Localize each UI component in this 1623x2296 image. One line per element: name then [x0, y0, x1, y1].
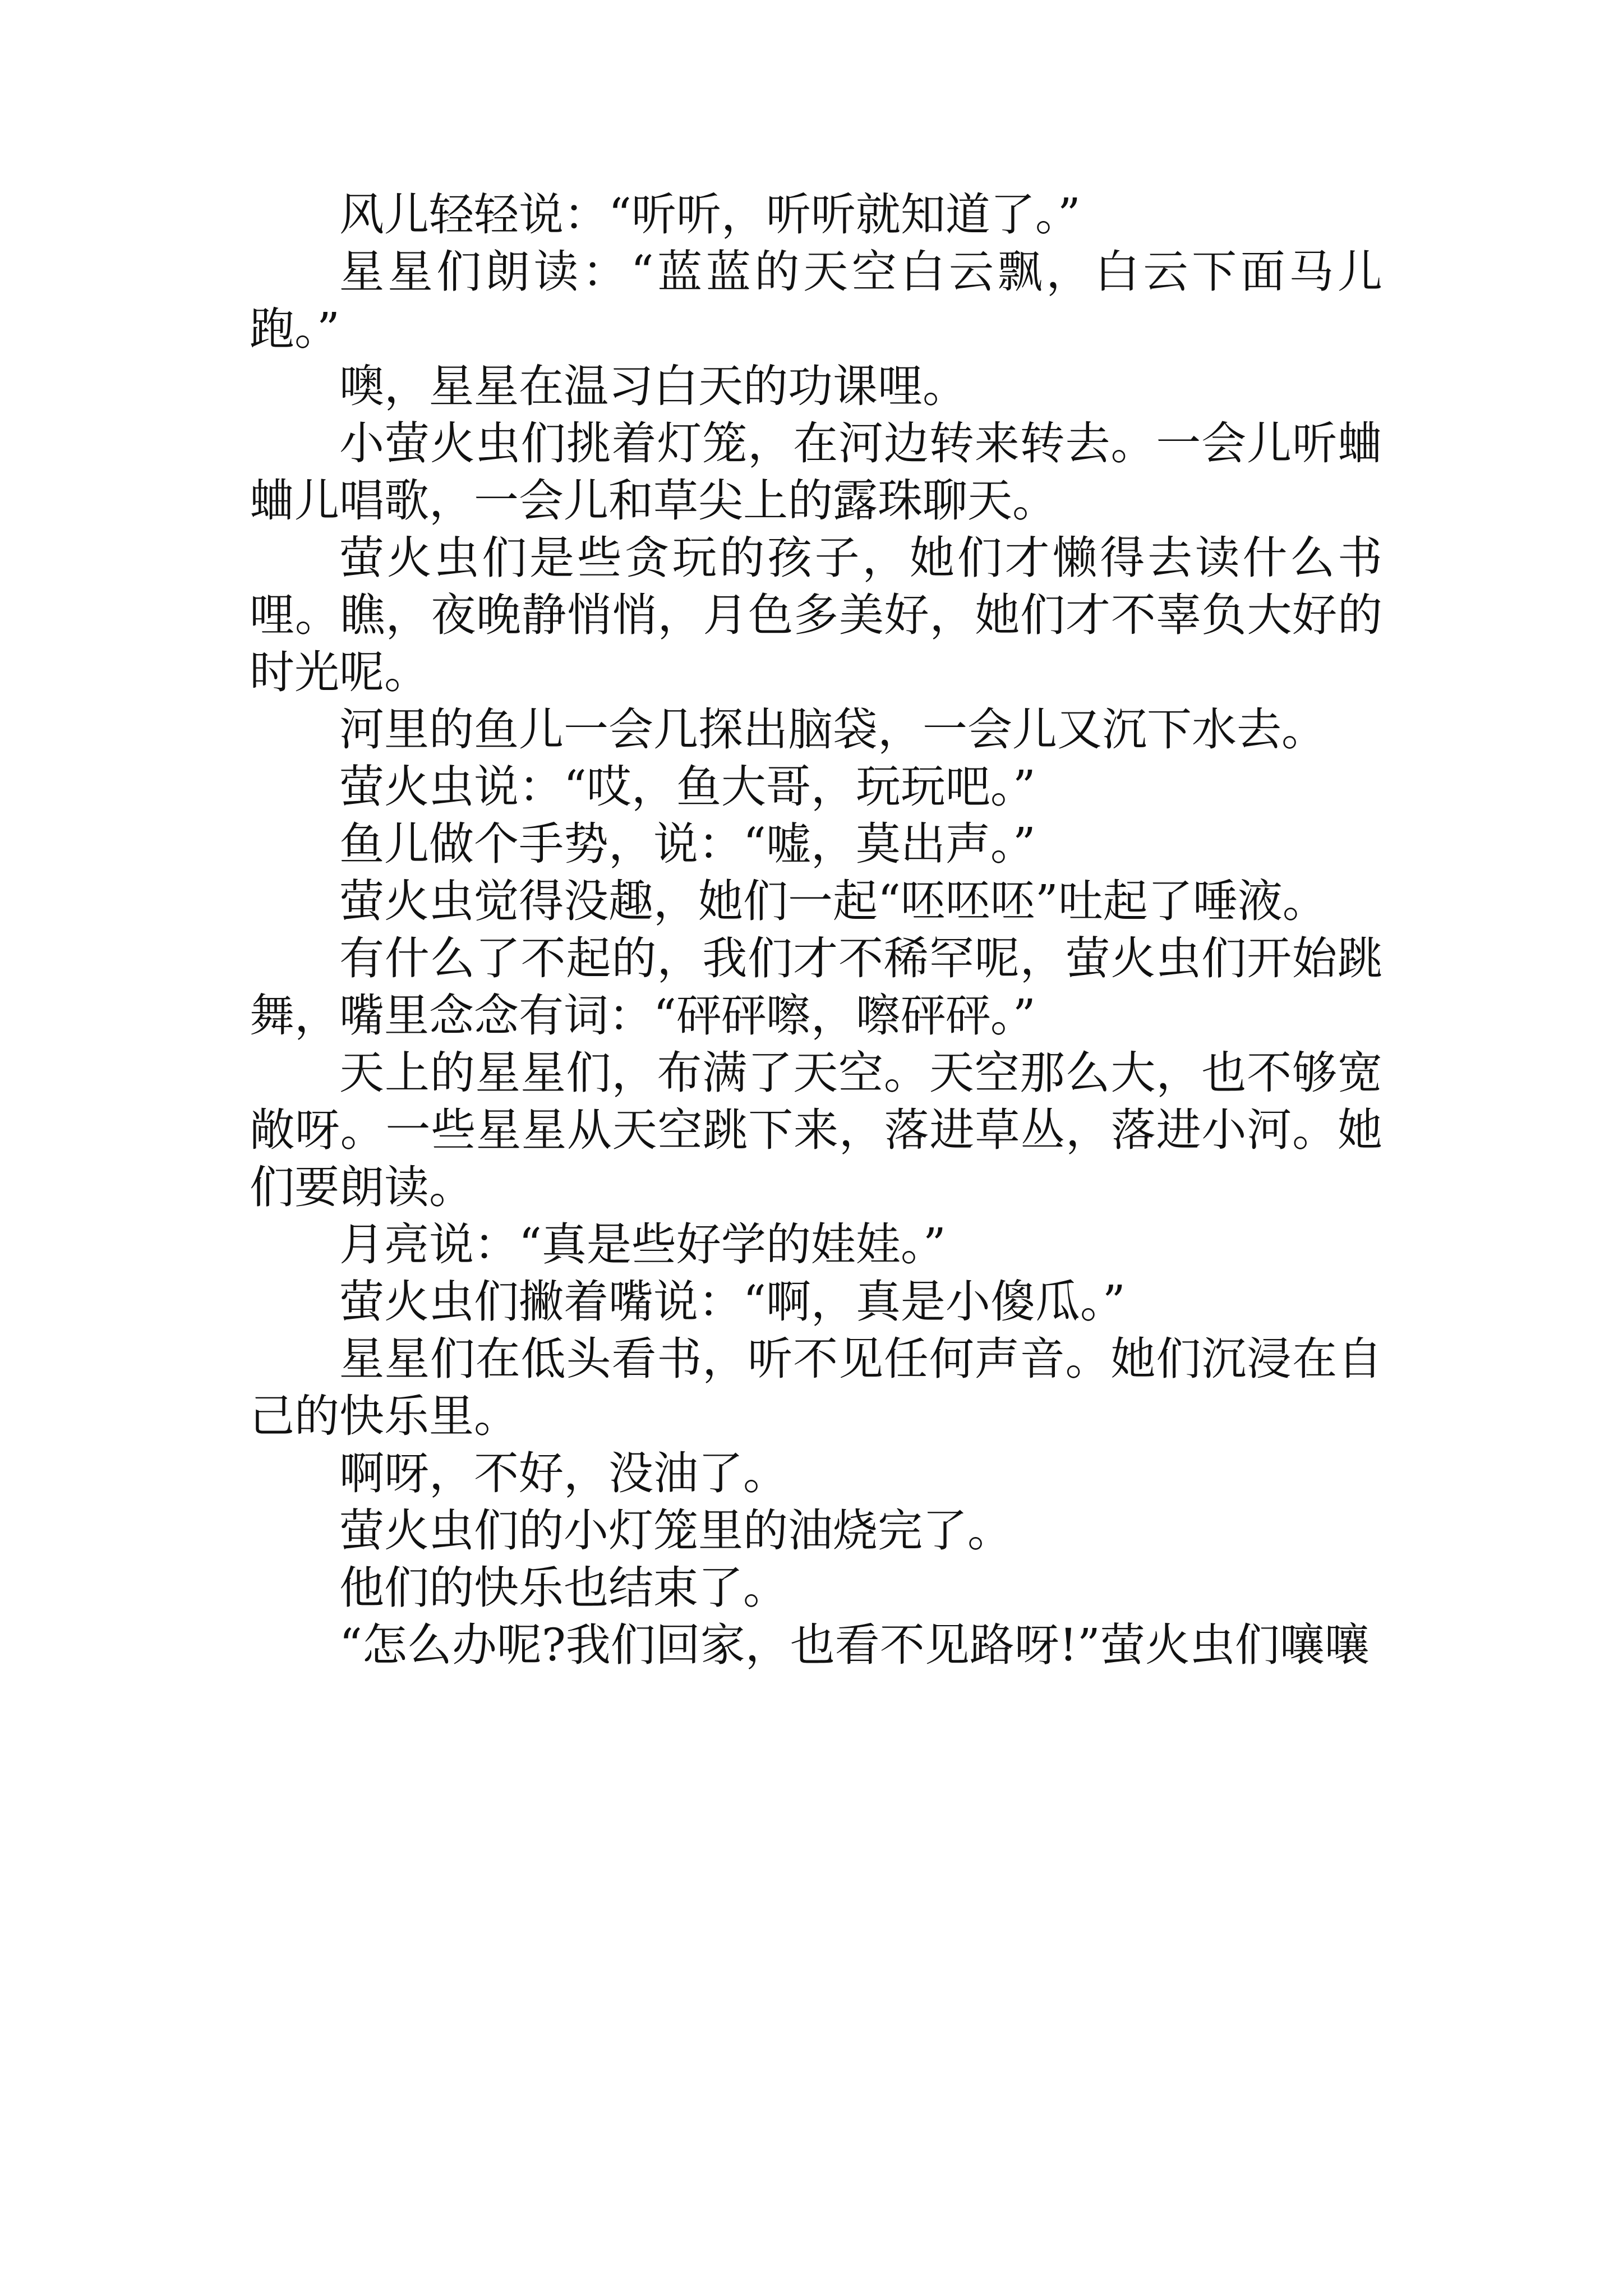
- paragraph: “怎么办呢?我们回家，也看不见路呀!”萤火虫们嚷嚷: [339, 1619, 1370, 1671]
- paragraph: 鱼儿做个手势，说：“嘘，莫出声。”: [339, 818, 1036, 870]
- paragraph: 萤火虫觉得没趣，她们一起“呸呸呸”吐起了唾液。: [339, 875, 1327, 927]
- paragraph: 萤火虫说：“哎，鱼大哥，玩玩吧。”: [339, 761, 1036, 813]
- paragraph: 星星们在低头看书，听不见任何声音。她们沉浸在自己的快乐里。: [250, 1333, 1382, 1442]
- paragraph: 萤火虫们撇着嘴说：“啊，真是小傻瓜。”: [339, 1276, 1126, 1328]
- paragraph: 星星们朗读：“蓝蓝的天空白云飘，白云下面马儿跑。”: [250, 246, 1382, 355]
- paragraph: 啊呀，不好，没油了。: [339, 1447, 788, 1499]
- paragraph: 有什么了不起的，我们才不稀罕呢，萤火虫们开始跳舞，嘴里念念有词：“砰砰嚓，嚓砰砰。”: [250, 932, 1382, 1042]
- paragraph: 萤火虫们的小灯笼里的油烧完了。: [339, 1504, 1012, 1557]
- paragraph: 河里的鱼儿一会几探出脑袋，一会儿又沉下水去。: [339, 703, 1326, 756]
- paragraph: 小萤火虫们挑着灯笼，在河边转来转去。一会儿听蛐蛐儿唱歌，一会儿和草尖上的露珠聊天。: [250, 417, 1382, 527]
- paragraph: 萤火虫们是些贪玩的孩子，她们才懒得去读什么书哩。瞧，夜晚静悄悄，月色多美好，她们才不辜负大好的时光呢。: [250, 532, 1382, 698]
- paragraph: 月亮说：“真是些好学的娃娃。”: [339, 1218, 946, 1271]
- body-text: [250, 186, 1382, 1674]
- paragraph: 风儿轻轻说：“听听，听听就知道了。”: [339, 188, 1081, 241]
- paragraph: 他们的快乐也结束了。: [339, 1562, 788, 1614]
- paragraph: 噢，星星在温习白天的功课哩。: [339, 360, 967, 412]
- paragraph: 天上的星星们，布满了天空。天空那么大，也不够宽敞呀。一些星星从天空跳下来，落进草丛，落进小河。她们要朗读。: [250, 1047, 1382, 1213]
